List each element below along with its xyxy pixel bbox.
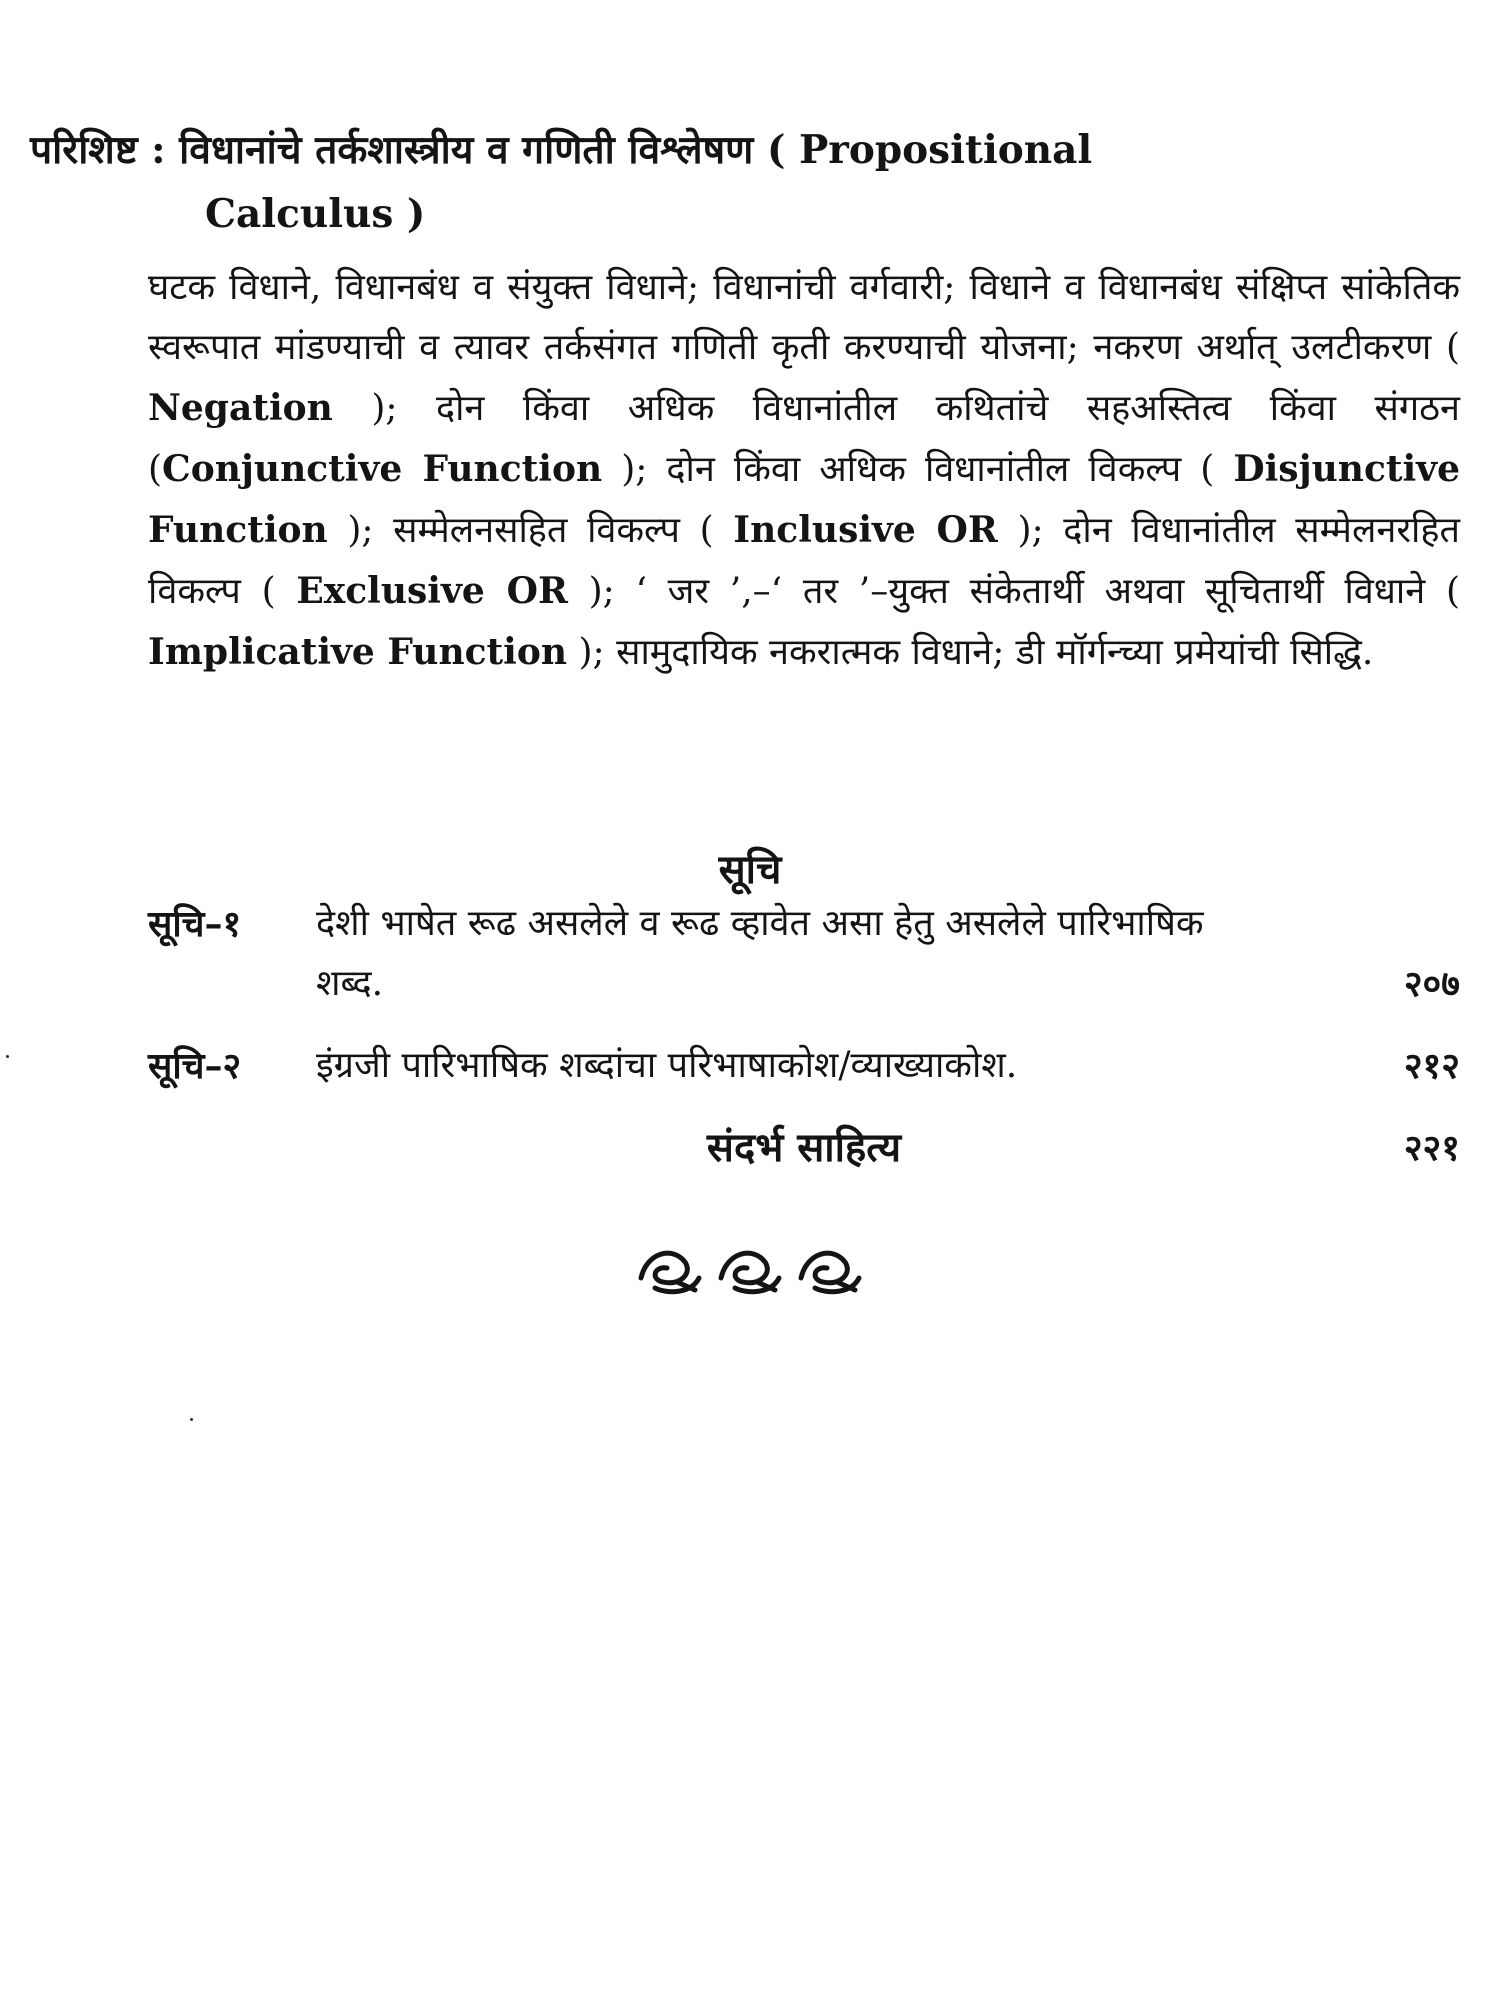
appendix-title-line1: विधानांचे तर्कशास्त्रीय व गणिती विश्लेषण ( Propositional [179,127,1093,173]
term-disjunctive-function: Disjunctive Function [148,448,1460,551]
term-exclusive-or: Exclusive OR [296,570,568,612]
triple-flourish-ornament-icon [633,1238,873,1298]
topics-text-7: ); सामुदायिक नकरात्मक विधाने; डी मॉर्गन्च्या प्रमेयांची सिद्धि. [578,632,1374,673]
index-entry-page: २०७ [1403,963,1460,1005]
topics-text-6: ); ‘ जर ’,–‘ तर ’–युक्त संकेतार्थी अथवा सूचितार्थी विधाने ( [588,571,1460,612]
topics-text-4: ); सम्मेलनसहित विकल्प ( [347,510,714,551]
references-title: संदर्भ साहित्य [706,1124,902,1171]
term-implicative-function: Implicative Function [148,631,568,673]
topics-text-3: ); दोन किंवा अधिक विधानांतील विकल्प ( [621,449,1215,490]
topics-text-2: ); दोन किंवा अधिक विधानांतील कथितांचे सहअस्तित्व किंवा संगठन ( [148,388,1460,490]
index-heading: सूचि [718,846,782,893]
references-page: २२१ [1403,1127,1460,1169]
term-conjunctive-function: Conjunctive Function [162,448,603,490]
topics-text-1: घटक विधाने, विधानबंध व संयुक्त विधाने; विधानांची वर्गवारी; विधाने व विधानबंध संक्षिप्त सांकेतिक स्वरूपात मांडण्याची व त्यावर तर्कसंगत गणिती कृती करण्याची योजना; नकरण अर्थात् उलटीकरण ( [148,267,1460,368]
references-entry [148,1116,1460,1180]
scan-speck [6,1055,9,1058]
scan-speck [190,1418,193,1421]
index-entry-code: सूचि–२ [148,1045,242,1087]
appendix-label: परिशिष्ट : [30,127,166,173]
index-entry [148,1036,1460,1096]
term-inclusive-or: Inclusive OR [733,509,998,551]
appendix-title-line2: Calculus ) [205,191,426,237]
index-entry-text: इंग्रजी पारिभाषिक शब्दांचा परिभाषाकोश/व्याख्याकोश. [316,1045,1018,1086]
index-entry-page: २१२ [1403,1045,1460,1087]
index-entry-code: सूचि–१ [148,903,242,945]
appendix-heading [30,118,1460,246]
index-entry [148,894,1460,1014]
index-entry-text: देशी भाषेत रूढ असलेले व रूढ व्हावेत असा हेतु असलेले पारिभाषिक शब्द. [316,903,1204,1004]
topics-text-5: ); दोन विधानांतील सम्मेलनरहित विकल्प ( [148,510,1461,612]
appendix-topics-paragraph [148,258,1460,683]
term-negation: Negation [148,387,333,429]
